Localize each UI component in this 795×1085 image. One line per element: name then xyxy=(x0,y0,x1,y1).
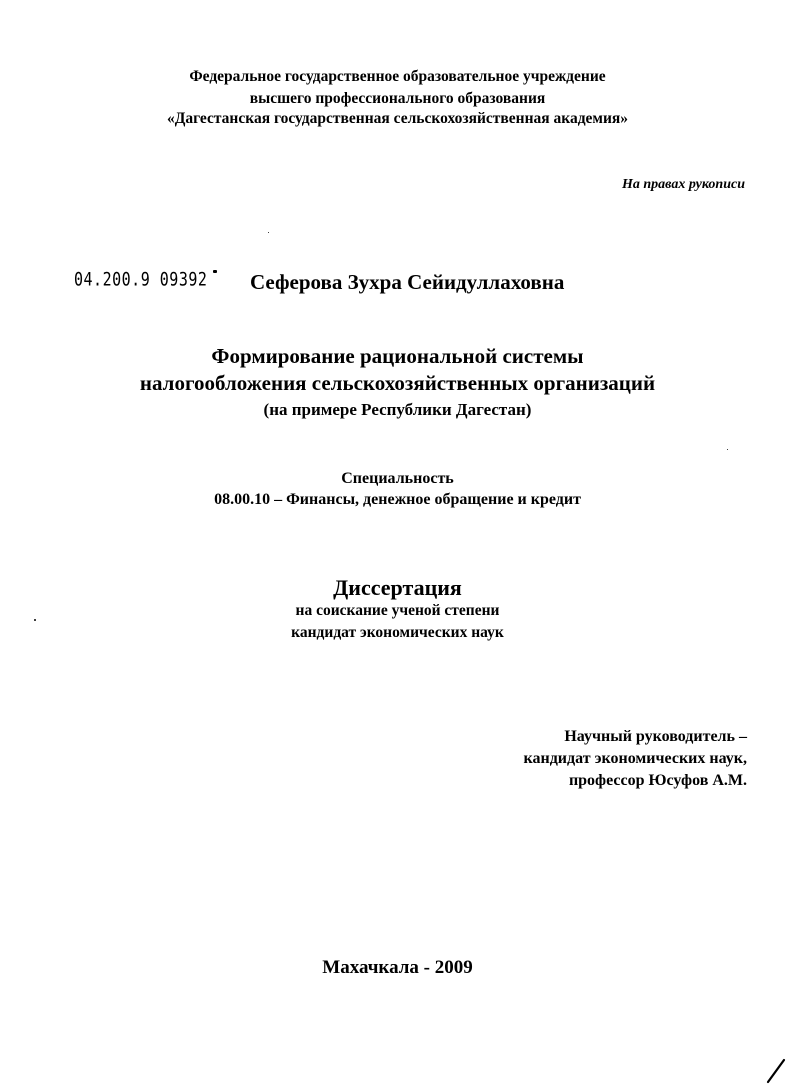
degree-line-1: на соискание ученой степени xyxy=(295,602,500,619)
degree-line-2: кандидат экономических наук xyxy=(291,624,504,641)
scan-speck xyxy=(727,449,728,450)
city-year: Махачкала - 2009 xyxy=(322,957,473,978)
pen-stroke-mark xyxy=(764,1058,788,1084)
supervisor-line-2: кандидат экономических наук, xyxy=(523,750,747,767)
scan-speck xyxy=(213,270,217,273)
institution-line-3: «Дагестанская государственная сельскохозяйственная академия» xyxy=(166,110,629,127)
author-name: Сеферова Зухра Сейидуллаховна xyxy=(250,270,565,294)
manuscript-note: На правах рукописи xyxy=(622,177,745,192)
title-line-2: налогообложения сельскохозяйственных организаций xyxy=(139,371,656,395)
title-line-1: Формирование рациональной системы xyxy=(211,344,584,368)
supervisor-line-3: профессор Юсуфов А.М. xyxy=(568,772,747,789)
archive-number-stamp: 04.200.9 09392 xyxy=(74,268,208,291)
supervisor-line-1: Научный руководитель – xyxy=(564,728,747,745)
work-type-title: Диссертация xyxy=(333,575,462,600)
specialty-label: Специальность xyxy=(341,470,454,487)
specialty-code-name: 08.00.10 – Финансы, денежное обращение и кредит xyxy=(214,491,581,508)
scan-speck xyxy=(268,232,269,233)
institution-line-2: высшего профессионального образования xyxy=(249,90,546,107)
title-line-3: (на примере Республики Дагестан) xyxy=(263,400,532,419)
institution-line-1: Федеральное государственное образовательное учреждение xyxy=(189,68,606,85)
scan-speck xyxy=(34,619,36,621)
